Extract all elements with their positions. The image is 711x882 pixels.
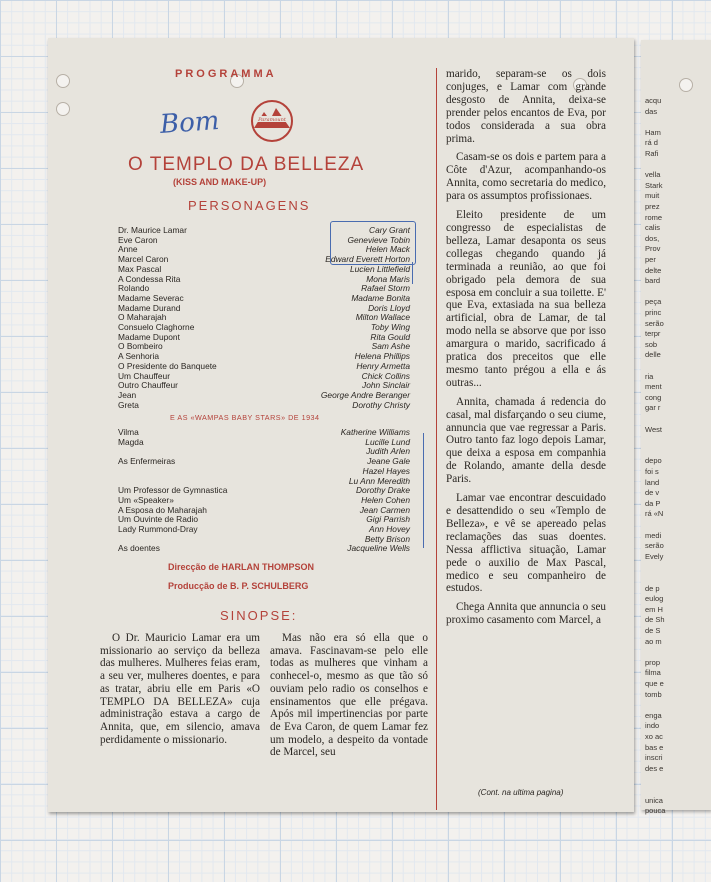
cast-role: Um «Speaker» — [118, 494, 174, 505]
synopsis-paragraph: Mas não era só ella que o amava. Fascinavam-se pelo elle todas as mulheres que vinham a conhecel-o, mesmo as que tão só ouviam pelo radio os conselhos e ensinamentos que elle prégava. Após mil impertinencias por parte de Eva Caron, de quem Lamar fez um modelo, a despeito da vontade de Marcel, seu — [270, 632, 428, 759]
fragment-line: filma — [645, 668, 661, 678]
cast-actor: Rafael Storm — [361, 283, 410, 294]
synopsis-paragraph: O Dr. Mauricio Lamar era um missionario ao serviço da belleza das mulheres. Mulheres feias eram, a seu ver, mulheres doentes, e para as tratar, abriu elle em Paris «O TEMPLO DA BELLEZA» cuja administração estava a cargo de Annita, que, em silencio, amava perdidamente o missionario. — [100, 632, 260, 746]
fragment-line: inscri — [645, 753, 663, 763]
fragment-line: serão — [645, 541, 664, 551]
fragment-line: West — [645, 424, 662, 434]
fragment-line: pouca — [645, 806, 666, 816]
cast-role: Um Professor de Gymnastica — [118, 485, 228, 496]
cast-role: Madame Durand — [118, 302, 181, 313]
cast-actor: Ann Hovey — [369, 524, 410, 535]
cast-actor: Betty Brison — [364, 533, 410, 544]
cast-actor: Mona Maris — [366, 273, 410, 284]
cast-role: As doentes — [118, 543, 160, 554]
column-divider — [436, 68, 437, 810]
synopsis-paragraph: Chega Annita que annuncia o seu proximo casamento com Marcel, a — [446, 601, 606, 627]
cast-header: PERSONAGENS — [188, 198, 311, 213]
cast-actor: Sam Ashe — [371, 341, 410, 352]
fragment-line: rá d — [645, 138, 658, 148]
fragment-line: eulog — [645, 594, 664, 604]
fragment-line: terpr — [645, 329, 661, 339]
punch-hole — [679, 78, 693, 92]
cast-role: Anne — [118, 244, 138, 255]
pen-mark — [330, 221, 416, 265]
fragment-line: acqu — [645, 96, 662, 105]
fragment-line: bard — [645, 276, 661, 286]
synopsis-paragraph: Eleito presidente de um congresso de especialistas de belleza, Lamar desaponta os seus collegas chegando quando já terminada a reunião, ao que foi obrigado pela demora de sua esposa em concluir a sua toilette. E' que Eva, extasiada na sua belleza artificial, obra de Lamar, de tal modo nella se absorve que por isso amargura o marido, sacrificado á pratica dos preceitos que elle mesmo tanto prégou a ella e ás outras... — [446, 209, 606, 389]
punch-hole — [56, 74, 70, 88]
cast-actor: Jeane Gale — [367, 456, 410, 467]
fragment-line: Stark — [645, 180, 663, 190]
fragment-line: delle — [645, 350, 661, 360]
fragment-line: bas e — [645, 742, 664, 752]
cast-role: O Maharajah — [118, 312, 167, 323]
fragment-line: de Sh — [645, 615, 665, 625]
fragment-line: ria — [645, 371, 654, 381]
fragment-line: tomb — [645, 689, 662, 699]
cast-role: Magda — [118, 436, 144, 447]
cast-actor: Lucille Lund — [365, 436, 410, 447]
next-page-edge — [641, 40, 711, 816]
fragment-line: Evely — [645, 551, 664, 561]
cast-role: As Enfermeiras — [118, 456, 176, 467]
fragment-line: da P — [645, 498, 661, 508]
fragment-line: serão — [645, 318, 664, 328]
cast-actor: Chick Collins — [361, 370, 410, 381]
fragment-line: cong — [645, 392, 662, 402]
cast-actor: Helena Phillips — [354, 351, 410, 362]
synopsis-header: SINOPSE: — [220, 608, 298, 623]
fragment-line: prop — [645, 657, 661, 667]
programme-page — [48, 38, 634, 812]
cast-role: A Senhoria — [118, 351, 159, 362]
fragment-line: enga — [645, 710, 662, 720]
cast-actor: Judith Arlen — [366, 446, 410, 457]
fragment-line: prez — [645, 202, 660, 211]
fragment-line: indo — [645, 721, 660, 731]
cast-role: Outro Chauffeur — [118, 380, 178, 391]
cast-role: Vilma — [118, 427, 139, 437]
cast-actor: Toby Wing — [370, 322, 410, 333]
cast-role: Max Pascal — [118, 263, 162, 274]
cast-actor: Helen Cohen — [361, 494, 410, 505]
fragment-line: ment — [645, 382, 662, 392]
fragment-line: dos, — [645, 233, 660, 243]
cast-actor: Edward Everett Horton — [325, 254, 410, 265]
cast-actor: John Sinclair — [362, 380, 410, 391]
synopsis-paragraph: marido, separam-se os dois conjuges, e Lamar com grande desgosto de Annita, deixa-se prender pelos encantos de Eva, por todos considerada a sua obra prima. — [446, 68, 606, 145]
fragment-line: em H — [645, 604, 663, 614]
continued-note: (Cont. na ultima pagina) — [478, 788, 564, 797]
cast-role: Um Ouvinte de Radio — [118, 514, 199, 525]
synopsis-column-2 — [270, 632, 428, 759]
paramount-logo-icon — [250, 98, 294, 144]
fragment-line: sob — [645, 339, 658, 349]
cast-role: O Bombeiro — [118, 341, 163, 352]
cast-actor: Cary Grant — [369, 225, 410, 235]
cast-actor: George Andre Beranger — [320, 389, 410, 400]
punch-hole — [56, 102, 70, 116]
film-title: O TEMPLO DA BELLEZA — [128, 154, 365, 175]
cast-role: A Condessa Rita — [118, 273, 181, 284]
fragment-line: des e — [645, 763, 664, 773]
fragment-line: depo — [645, 456, 662, 466]
fragment-line: medi — [645, 530, 662, 540]
fragment-line: gar r — [645, 403, 661, 413]
cast-role: Eve Caron — [118, 234, 158, 245]
synopsis-column-3 — [446, 68, 606, 633]
cast-row — [118, 544, 410, 554]
cast-actor: Helen Mack — [365, 244, 410, 255]
fragment-line: vella — [645, 170, 661, 180]
cast-role: Dr. Maurice Lamar — [118, 225, 187, 235]
synopsis-column-1 — [100, 632, 260, 746]
cast-role: Rolando — [118, 283, 150, 294]
cast-actor: Jacqueline Wells — [347, 543, 410, 554]
cast-actor: Dorothy Christy — [352, 399, 410, 410]
cast-actor: Henry Armetta — [356, 360, 410, 371]
fragment-line: de v — [645, 488, 660, 498]
pen-mark — [413, 433, 424, 548]
cast-role: A Esposa do Maharajah — [118, 504, 207, 515]
svg-text:Paramount: Paramount — [258, 117, 286, 123]
cast-actor: Hazel Hayes — [362, 465, 410, 476]
cast-actor: Jean Carmen — [359, 504, 410, 515]
fragment-line: Prov — [645, 244, 661, 254]
fragment-line: Rafi — [645, 149, 659, 158]
handwritten-note: Bom — [159, 105, 221, 141]
fragment-line: xo ac — [645, 732, 663, 741]
fragment-line: de p — [645, 583, 660, 593]
cast-actor: Rita Gould — [370, 331, 410, 342]
cast-role: Greta — [118, 399, 139, 410]
synopsis-paragraph: Casam-se os dois e partem para a Côte d'Azur, acompanhando-os Annita, como secretaria do medico, para os assumptos profissionaes. — [446, 151, 606, 203]
fragment-line: unica — [645, 795, 663, 805]
cast-role: Madame Dupont — [118, 331, 180, 342]
fragment-line: delte — [645, 265, 662, 275]
fragment-line: que e — [645, 679, 664, 688]
synopsis-paragraph: Annita, chamada á redencia do casal, mal disfarçando o seu ciume, annuncia que vae regressar a Paris. Outro tanto faz logo depois Lamar, que deixa a esposa em companhia de Rolando, amante della desde Paris. — [446, 395, 606, 486]
fragment-line: land — [645, 477, 660, 487]
cast-actor: Genevieve Tobin — [347, 234, 410, 245]
cast-role: Um Chauffeur — [118, 370, 170, 381]
programme-header: PROGRAMMA — [175, 68, 277, 80]
cast-role: O Presidente do Banquete — [118, 360, 217, 371]
cast-actor: Lucien Littlefield — [349, 263, 410, 274]
fragment-line: princ — [645, 308, 662, 317]
cast-actor: Katherine Williams — [340, 427, 410, 437]
film-subtitle: (KISS AND MAKE-UP) — [173, 177, 267, 187]
fragment-line: rome — [645, 212, 663, 222]
cast-row — [118, 401, 410, 411]
synopsis-paragraph: Lamar vae encontrar descuidado e desattendido o seu «Templo de Belleza», e vê se apereado pelas reclamações das suas doentes. Nessa afflictiva situação, Lamar pede o auxilio de Max Pascal, medico e seu companheiro de estudos. — [446, 492, 606, 595]
pen-mark — [354, 262, 413, 284]
fragment-line: foi s — [645, 467, 659, 476]
fragment-line: per — [645, 255, 656, 264]
fragment-line: de S — [645, 626, 661, 635]
cast-actor: Gigi Parrish — [366, 514, 410, 525]
fragment-line: das — [645, 106, 658, 116]
cast-actor: Madame Bonita — [351, 292, 410, 303]
stars-list — [118, 428, 410, 554]
cast-role: Consuelo Claghorne — [118, 322, 195, 333]
cast-actor: Milton Wallace — [355, 312, 410, 323]
cast-role: Lady Rummond-Dray — [118, 524, 198, 535]
cast-role: Marcel Caron — [118, 254, 169, 265]
cast-actor: Doris Lloyd — [368, 302, 410, 313]
fragment-line: calis — [645, 223, 661, 233]
producer-credit: Producção de B. P. SCHULBERG — [168, 581, 309, 591]
fragment-line: rá «N — [645, 509, 664, 519]
cast-role: Madame Severac — [118, 292, 184, 303]
fragment-line: muit — [645, 191, 660, 201]
wampas-heading: E AS «WAMPAS BABY STARS» DE 1934 — [170, 413, 320, 422]
director-credit: Direcção de HARLAN THOMPSON — [168, 562, 315, 572]
cast-role: Jean — [118, 389, 137, 400]
cast-actor: Dorothy Drake — [356, 485, 410, 496]
cast-actor: Lu Ann Meredith — [348, 475, 410, 486]
fragment-line: Ham — [645, 127, 661, 137]
fragment-line: ao m — [645, 636, 662, 646]
fragment-line: peça — [645, 297, 662, 307]
